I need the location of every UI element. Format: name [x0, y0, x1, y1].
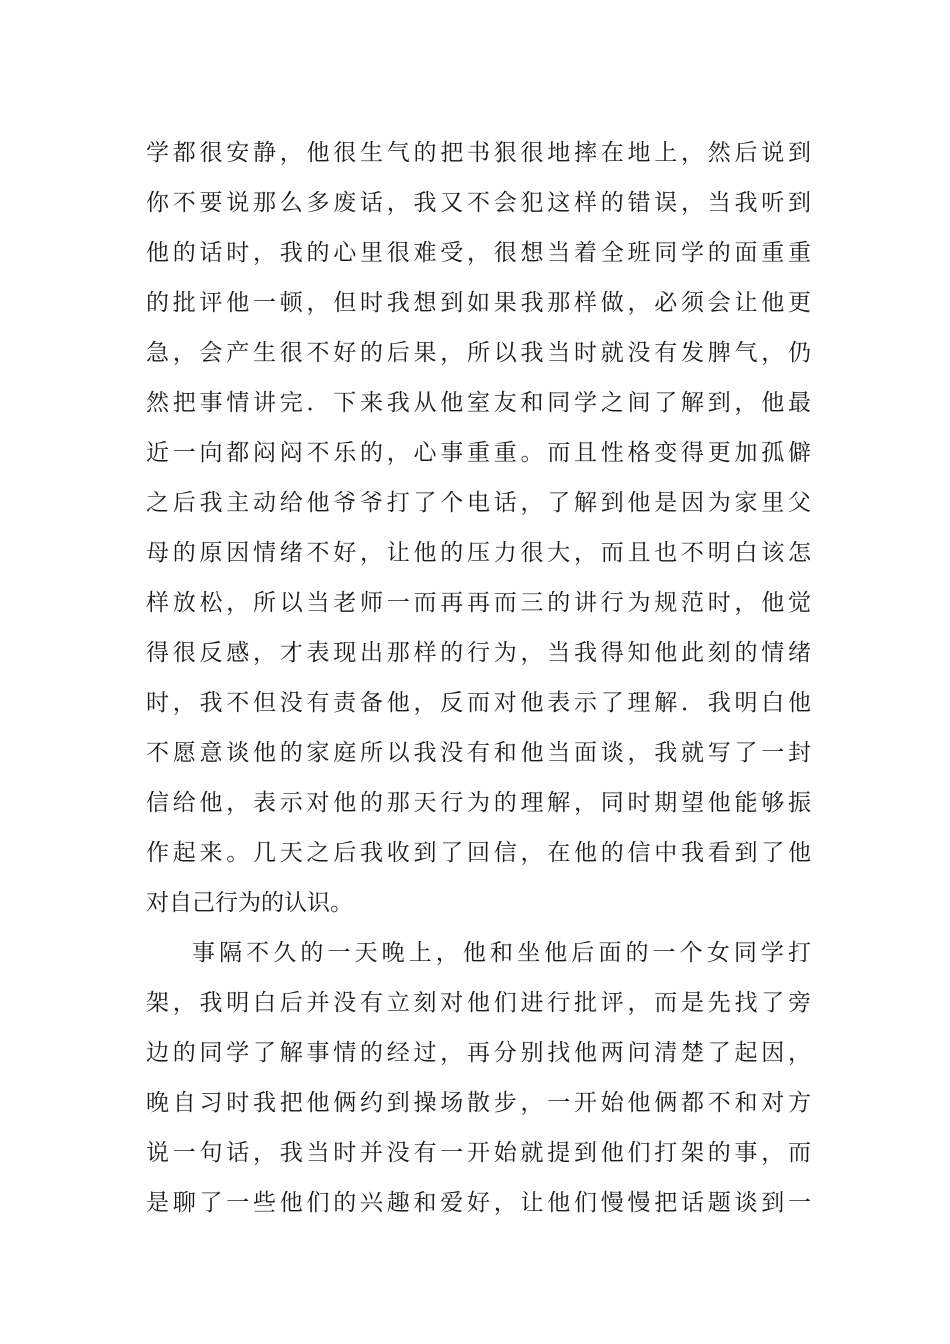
text-line: 急，会产生很不好的后果，所以我当时就没有发脾气，仍 [146, 340, 811, 366]
text-line: 的批评他一顿，但时我想到如果我那样做，必须会让他更 [146, 290, 811, 316]
text-line: 时，我不但没有责备他，反而对他表示了理解．我明白他 [146, 690, 811, 716]
text-line: 得很反感，才表现出那样的行为，当我得知他此刻的情绪 [146, 640, 811, 666]
text-line: 说一句话，我当时并没有一开始就提到他们打架的事，而 [146, 1140, 811, 1166]
text-line: 你不要说那么多废话，我又不会犯这样的错误，当我听到 [146, 190, 811, 216]
text-line: 母的原因情绪不好，让他的压力很大，而且也不明白该怎 [146, 540, 811, 566]
text-line: 作起来。几天之后我收到了回信，在他的信中我看到了他 [146, 840, 811, 866]
text-line: 是聊了一些他们的兴趣和爱好，让他们慢慢把话题谈到一 [146, 1190, 811, 1216]
text-line: 晚自习时我把他俩约到操场散步，一开始他俩都不和对方 [146, 1090, 811, 1116]
text-line: 信给他，表示对他的那天行为的理解，同时期望他能够振 [146, 790, 811, 816]
text-line: 事隔不久的一天晚上，他和坐他后面的一个女同学打 [192, 940, 811, 966]
text-line: 对自己行为的认识。 [146, 890, 353, 916]
body-text [146, 128, 811, 1228]
text-line: 然把事情讲完．下来我从他室友和同学之间了解到，他最 [146, 390, 811, 416]
text-line: 边的同学了解事情的经过，再分别找他两问清楚了起因， [146, 1040, 811, 1066]
text-line: 之后我主动给他爷爷打了个电话，了解到他是因为家里父 [146, 490, 811, 516]
text-line: 近一向都闷闷不乐的，心事重重。而且性格变得更加孤僻 [146, 440, 811, 466]
text-line: 学都很安静，他很生气的把书狠很地摔在地上，然后说到 [146, 140, 811, 166]
text-line: 样放松，所以当老师一而再再而三的讲行为规范时，他觉 [146, 590, 811, 616]
text-line: 架，我明白后并没有立刻对他们进行批评，而是先找了旁 [146, 990, 811, 1016]
text-line: 他的话时，我的心里很难受，很想当着全班同学的面重重 [146, 240, 811, 266]
text-line: 不愿意谈他的家庭所以我没有和他当面谈，我就写了一封 [146, 740, 811, 766]
